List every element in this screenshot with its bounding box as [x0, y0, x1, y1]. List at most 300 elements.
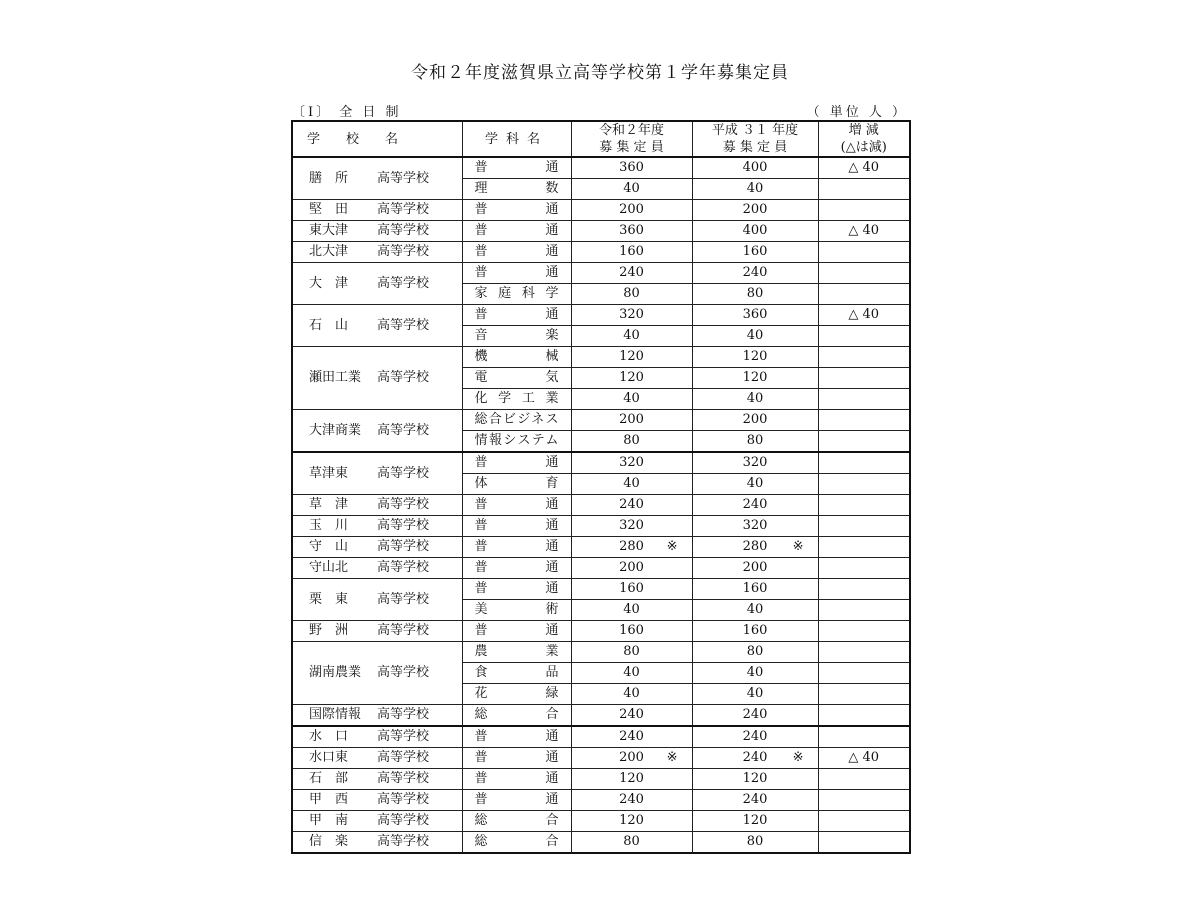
previous-capacity-value: 120: [742, 771, 768, 786]
section-label: 〔Ⅰ〕 全 日 制: [292, 105, 402, 120]
previous-capacity-cell: [692, 832, 818, 854]
current-capacity-value: 160: [619, 623, 644, 638]
note-mark: ※: [666, 750, 678, 765]
change-cell: [818, 410, 910, 431]
current-capacity-value: 320: [619, 455, 644, 470]
previous-capacity-cell: [692, 663, 818, 684]
previous-capacity-cell: [692, 305, 818, 326]
school-name: 守山北: [309, 560, 349, 575]
current-capacity-value: 40: [623, 686, 640, 701]
school-name-cell: [292, 832, 462, 854]
previous-capacity-cell: [692, 495, 818, 516]
school-type: 高等学校: [377, 223, 430, 238]
school-name-cell: [292, 221, 462, 242]
header-school: [292, 121, 462, 157]
previous-capacity-cell: [692, 157, 818, 179]
previous-capacity-value: 240: [742, 729, 768, 744]
school-name: 石 部: [309, 771, 349, 786]
department-cell: 美術: [462, 600, 571, 621]
change-cell: [818, 495, 910, 516]
current-capacity-value: 280: [619, 539, 644, 554]
previous-capacity-value: 200: [742, 202, 768, 217]
table-row: [292, 579, 910, 600]
table-row: [292, 200, 910, 221]
current-capacity-value: 360: [619, 160, 644, 175]
previous-capacity-cell: [692, 600, 818, 621]
school-type: 高等学校: [377, 465, 430, 481]
school-name-cell: [292, 452, 462, 495]
school-name: 大津商業: [309, 422, 362, 438]
previous-capacity-cell: [692, 389, 818, 410]
previous-capacity-value: 120: [742, 813, 768, 828]
header-current-line1: 令和２年度: [598, 123, 664, 138]
current-capacity-cell: [571, 832, 692, 854]
table-row: [292, 221, 910, 242]
department-cell: 普通: [462, 157, 571, 179]
school-name: 野 洲: [309, 623, 349, 638]
previous-capacity-value: 160: [742, 244, 768, 259]
current-capacity-value: 240: [619, 265, 644, 280]
school-name: 甲 南: [309, 813, 349, 828]
current-capacity-cell: [571, 811, 692, 832]
school-type: 高等学校: [377, 317, 430, 333]
previous-capacity-cell: [692, 726, 818, 748]
school-type: 高等学校: [377, 244, 430, 259]
school-name-cell: [292, 748, 462, 769]
change-cell: [818, 537, 910, 558]
current-capacity-cell: [571, 284, 692, 305]
current-capacity-value: 200: [619, 560, 644, 575]
table-row: [292, 452, 910, 474]
department-cell: 機械: [462, 347, 571, 368]
school-name-cell: [292, 769, 462, 790]
school-type: 高等学校: [377, 729, 430, 744]
current-capacity-cell: [571, 684, 692, 705]
current-capacity-value: 80: [623, 644, 640, 659]
change-cell: [818, 179, 910, 200]
previous-capacity-cell: [692, 516, 818, 537]
school-type: 高等学校: [377, 750, 430, 765]
previous-capacity-cell: [692, 326, 818, 347]
current-capacity-value: 240: [619, 707, 644, 722]
current-capacity-cell: [571, 621, 692, 642]
current-capacity-cell: [571, 431, 692, 453]
current-capacity-cell: [571, 242, 692, 263]
school-name: 玉 川: [309, 518, 349, 533]
school-name-cell: [292, 811, 462, 832]
previous-capacity-cell: [692, 431, 818, 453]
note-mark: ※: [792, 750, 804, 765]
table-row: [292, 769, 910, 790]
current-capacity-cell: [571, 516, 692, 537]
previous-capacity-value: 40: [746, 328, 764, 343]
department-cell: 電気: [462, 368, 571, 389]
change-cell: [818, 431, 910, 453]
table-row: [292, 621, 910, 642]
change-cell: [818, 705, 910, 727]
change-cell: △ 40: [818, 221, 910, 242]
header-previous: [692, 121, 818, 157]
current-capacity-value: 320: [619, 307, 644, 322]
header-previous-line2: 募 集 定 員: [722, 140, 788, 155]
table-row: [292, 305, 910, 326]
header-school-label: 学 校 名: [307, 131, 399, 147]
department-cell: 普通: [462, 790, 571, 811]
department-cell: 音楽: [462, 326, 571, 347]
table-row: [292, 157, 910, 179]
previous-capacity-value: 40: [746, 602, 764, 617]
change-cell: △ 40: [818, 305, 910, 326]
previous-capacity-cell: [692, 200, 818, 221]
school-type: 高等学校: [377, 422, 430, 438]
school-name-cell: [292, 495, 462, 516]
previous-capacity-cell: [692, 705, 818, 727]
department-cell: 普通: [462, 305, 571, 326]
department-cell: 普通: [462, 516, 571, 537]
current-capacity-value: 120: [619, 771, 644, 786]
change-cell: [818, 790, 910, 811]
table-row: [292, 242, 910, 263]
current-capacity-cell: [571, 157, 692, 179]
current-capacity-cell: [571, 200, 692, 221]
department-cell: 食品: [462, 663, 571, 684]
school-name: 甲 西: [309, 792, 349, 807]
change-cell: [818, 621, 910, 642]
department-cell: 普通: [462, 452, 571, 474]
table-body: [292, 157, 910, 853]
previous-capacity-value: 80: [746, 644, 764, 659]
department-cell: 普通: [462, 242, 571, 263]
school-name-cell: [292, 537, 462, 558]
previous-capacity-value: 40: [746, 476, 764, 491]
current-capacity-value: 40: [623, 181, 640, 196]
school-name: 草津東: [309, 465, 349, 481]
school-type: 高等学校: [377, 170, 430, 186]
school-name: 大 津: [309, 275, 349, 291]
previous-capacity-cell: [692, 537, 818, 558]
previous-capacity-value: 120: [742, 349, 768, 364]
school-name-cell: [292, 558, 462, 579]
change-cell: [818, 726, 910, 748]
current-capacity-cell: [571, 748, 692, 769]
change-cell: [818, 284, 910, 305]
current-capacity-value: 120: [619, 370, 644, 385]
department-cell: 普通: [462, 537, 571, 558]
table-row: [292, 558, 910, 579]
current-capacity-value: 200: [619, 202, 644, 217]
previous-capacity-value: 240: [742, 750, 768, 765]
table-row: [292, 516, 910, 537]
department-cell: 総合: [462, 811, 571, 832]
school-name: 草 津: [309, 497, 349, 512]
current-capacity-cell: [571, 368, 692, 389]
header-diff-line2: (△は減): [840, 140, 887, 155]
department-cell: 総合: [462, 832, 571, 854]
school-name: 湖南農業: [309, 665, 362, 680]
note-mark: ※: [666, 539, 678, 554]
previous-capacity-cell: [692, 621, 818, 642]
previous-capacity-value: 240: [742, 497, 768, 512]
current-capacity-value: 120: [619, 813, 644, 828]
current-capacity-cell: [571, 452, 692, 474]
change-cell: [818, 263, 910, 284]
school-name-cell: [292, 200, 462, 221]
department-cell: 普通: [462, 726, 571, 748]
school-name: 石 山: [309, 317, 349, 333]
unit-label: （ 単位 人 ）: [806, 105, 908, 120]
change-cell: [818, 326, 910, 347]
previous-capacity-cell: [692, 242, 818, 263]
change-cell: △ 40: [818, 748, 910, 769]
previous-capacity-cell: [692, 452, 818, 474]
change-cell: [818, 558, 910, 579]
current-capacity-value: 40: [623, 476, 640, 491]
table-row: [292, 537, 910, 558]
table-row: [292, 263, 910, 284]
table-header-row: [292, 121, 910, 157]
previous-capacity-value: 400: [742, 160, 768, 175]
department-cell: 普通: [462, 558, 571, 579]
table-row: [292, 347, 910, 368]
current-capacity-value: 360: [619, 223, 644, 238]
change-cell: [818, 769, 910, 790]
previous-capacity-cell: [692, 410, 818, 431]
change-cell: [818, 474, 910, 495]
current-capacity-cell: [571, 221, 692, 242]
school-type: 高等学校: [377, 792, 430, 807]
school-type: 高等学校: [377, 370, 430, 385]
current-capacity-cell: [571, 600, 692, 621]
header-diff: [818, 121, 910, 157]
change-cell: [818, 832, 910, 854]
school-name-cell: [292, 621, 462, 642]
change-cell: △ 40: [818, 157, 910, 179]
previous-capacity-value: 40: [746, 686, 764, 701]
school-name-cell: [292, 790, 462, 811]
department-cell: 普通: [462, 263, 571, 284]
department-cell: 普通: [462, 748, 571, 769]
previous-capacity-cell: [692, 790, 818, 811]
previous-capacity-cell: [692, 579, 818, 600]
school-type: 高等学校: [377, 813, 430, 828]
school-name: 水 口: [309, 729, 349, 744]
school-name: 信 楽: [309, 834, 349, 849]
school-name-cell: [292, 242, 462, 263]
current-capacity-value: 80: [623, 286, 640, 301]
department-cell: 普通: [462, 221, 571, 242]
school-name-cell: [292, 263, 462, 305]
current-capacity-value: 160: [619, 244, 644, 259]
school-name: 堅 田: [309, 202, 349, 217]
current-capacity-cell: [571, 389, 692, 410]
change-cell: [818, 811, 910, 832]
previous-capacity-cell: [692, 474, 818, 495]
change-cell: [818, 642, 910, 663]
school-type: 高等学校: [377, 275, 430, 291]
previous-capacity-value: 40: [746, 391, 764, 406]
school-name-cell: [292, 579, 462, 621]
header-current: [571, 121, 692, 157]
previous-capacity-value: 240: [742, 265, 768, 280]
department-cell: 普通: [462, 621, 571, 642]
change-cell: [818, 242, 910, 263]
current-capacity-cell: [571, 179, 692, 200]
current-capacity-value: 200: [619, 750, 644, 765]
current-capacity-value: 160: [619, 581, 644, 596]
previous-capacity-value: 40: [746, 181, 764, 196]
previous-capacity-cell: [692, 263, 818, 284]
previous-capacity-cell: [692, 642, 818, 663]
table-subheader: [292, 101, 908, 119]
school-type: 高等学校: [377, 591, 430, 607]
previous-capacity-value: 160: [742, 623, 768, 638]
previous-capacity-value: 280: [742, 539, 768, 554]
table-row: [292, 811, 910, 832]
table-row: [292, 748, 910, 769]
previous-capacity-value: 160: [742, 581, 768, 596]
previous-capacity-value: 320: [742, 518, 768, 533]
previous-capacity-value: 200: [742, 560, 768, 575]
previous-capacity-cell: [692, 221, 818, 242]
department-cell: 花緑: [462, 684, 571, 705]
table-row: [292, 642, 910, 663]
department-cell: 農業: [462, 642, 571, 663]
department-cell: 理数: [462, 179, 571, 200]
previous-capacity-cell: [692, 811, 818, 832]
school-name: 北大津: [309, 244, 349, 259]
change-cell: [818, 684, 910, 705]
table-row: [292, 410, 910, 431]
header-current-line2: 募 集 定 員: [599, 140, 664, 155]
current-capacity-cell: [571, 705, 692, 727]
previous-capacity-value: 40: [746, 665, 764, 680]
school-name-cell: [292, 726, 462, 748]
document-title: 令和２年度滋賀県立高等学校第１学年募集定員: [411, 63, 789, 83]
table-row: [292, 726, 910, 748]
school-name: 膳 所: [309, 170, 349, 186]
current-capacity-value: 240: [619, 497, 644, 512]
current-capacity-value: 240: [619, 792, 644, 807]
table-row: [292, 705, 910, 727]
change-cell: [818, 452, 910, 474]
school-name: 国際情報: [309, 707, 362, 722]
department-cell: 情報システム: [462, 431, 571, 453]
change-cell: [818, 600, 910, 621]
enrollment-table: [291, 120, 911, 854]
current-capacity-value: 120: [619, 349, 644, 364]
department-cell: 総合ビジネス: [462, 410, 571, 431]
current-capacity-cell: [571, 579, 692, 600]
change-cell: [818, 200, 910, 221]
change-cell: [818, 516, 910, 537]
school-name: 栗 東: [309, 591, 349, 607]
school-name-cell: [292, 305, 462, 347]
current-capacity-cell: [571, 326, 692, 347]
header-previous-line1: 平成 ３１ 年度: [711, 123, 799, 138]
department-cell: 普通: [462, 579, 571, 600]
change-cell: [818, 663, 910, 684]
table-row: [292, 790, 910, 811]
previous-capacity-cell: [692, 347, 818, 368]
school-type: 高等学校: [377, 202, 430, 217]
current-capacity-cell: [571, 474, 692, 495]
current-capacity-cell: [571, 305, 692, 326]
previous-capacity-value: 240: [742, 792, 768, 807]
previous-capacity-cell: [692, 769, 818, 790]
previous-capacity-value: 200: [742, 412, 768, 427]
previous-capacity-cell: [692, 748, 818, 769]
school-name: 瀬田工業: [309, 370, 362, 385]
current-capacity-cell: [571, 663, 692, 684]
department-cell: 体育: [462, 474, 571, 495]
previous-capacity-cell: [692, 284, 818, 305]
previous-capacity-value: 80: [746, 433, 764, 448]
school-name-cell: [292, 516, 462, 537]
school-name-cell: [292, 157, 462, 200]
current-capacity-cell: [571, 537, 692, 558]
change-cell: [818, 368, 910, 389]
previous-capacity-value: 360: [742, 307, 768, 322]
current-capacity-cell: [571, 410, 692, 431]
current-capacity-value: 40: [623, 602, 640, 617]
department-cell: 家庭科学: [462, 284, 571, 305]
school-name-cell: [292, 410, 462, 453]
school-type: 高等学校: [377, 665, 430, 680]
school-name: 東大津: [309, 223, 349, 238]
school-name-cell: [292, 347, 462, 410]
current-capacity-value: 40: [623, 391, 640, 406]
header-dept: 学科名: [462, 121, 571, 157]
previous-capacity-cell: [692, 368, 818, 389]
current-capacity-value: 40: [623, 665, 640, 680]
school-type: 高等学校: [377, 623, 430, 638]
current-capacity-value: 240: [619, 729, 644, 744]
current-capacity-value: 40: [623, 328, 640, 343]
current-capacity-cell: [571, 263, 692, 284]
current-capacity-value: 80: [623, 433, 640, 448]
school-name: 守 山: [309, 539, 349, 554]
current-capacity-value: 320: [619, 518, 644, 533]
current-capacity-cell: [571, 347, 692, 368]
school-type: 高等学校: [377, 771, 430, 786]
current-capacity-cell: [571, 495, 692, 516]
school-type: 高等学校: [377, 539, 430, 554]
school-name-cell: [292, 642, 462, 705]
previous-capacity-cell: [692, 558, 818, 579]
current-capacity-cell: [571, 642, 692, 663]
table-row: [292, 495, 910, 516]
previous-capacity-value: 320: [742, 455, 768, 470]
previous-capacity-value: 80: [746, 834, 764, 849]
previous-capacity-cell: [692, 684, 818, 705]
note-mark: ※: [792, 539, 804, 554]
school-type: 高等学校: [377, 497, 430, 512]
school-name: 水口東: [309, 750, 349, 765]
school-name-cell: [292, 705, 462, 727]
school-type: 高等学校: [377, 834, 430, 849]
department-cell: 化学工業: [462, 389, 571, 410]
current-capacity-cell: [571, 790, 692, 811]
current-capacity-value: 200: [619, 412, 644, 427]
department-cell: 普通: [462, 769, 571, 790]
previous-capacity-value: 400: [742, 223, 768, 238]
table-row: [292, 832, 910, 854]
change-cell: [818, 389, 910, 410]
school-type: 高等学校: [377, 518, 430, 533]
previous-capacity-value: 80: [746, 286, 764, 301]
change-cell: [818, 347, 910, 368]
current-capacity-cell: [571, 558, 692, 579]
